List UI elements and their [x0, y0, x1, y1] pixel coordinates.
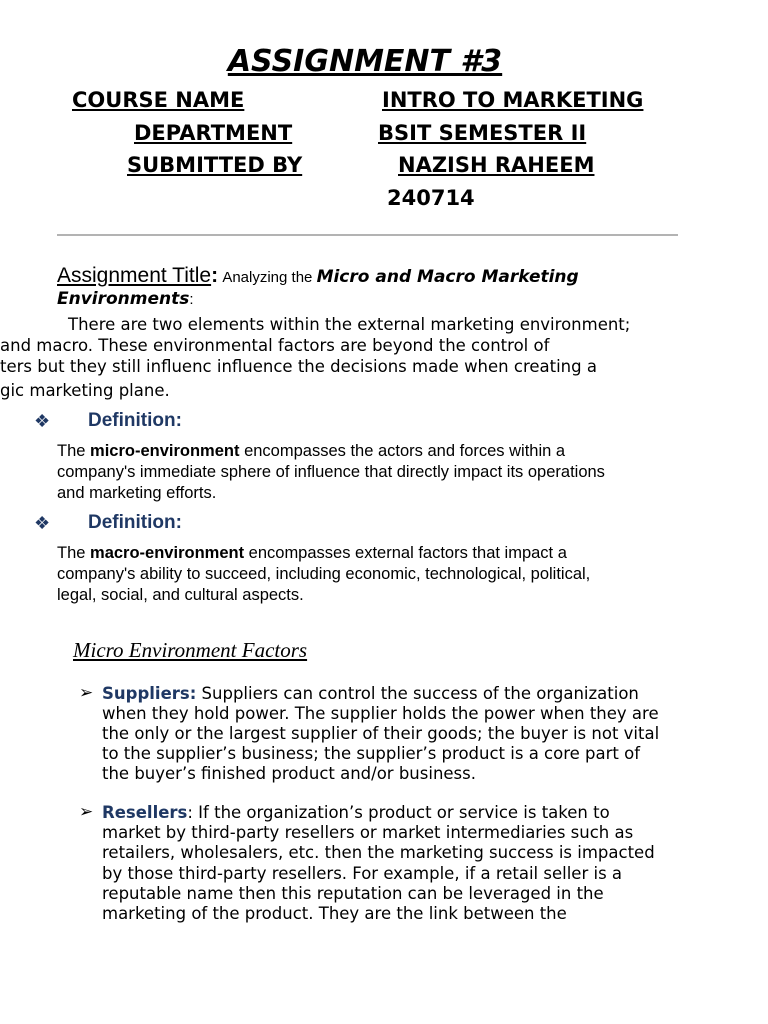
definition-text-line: and marketing efforts.: [57, 484, 217, 502]
course-name-value: INTRO TO MARKETING: [382, 88, 644, 112]
department-value: BSIT SEMESTER II: [378, 121, 587, 145]
factor-line: the buyer’s finished product and/or business.: [102, 764, 476, 783]
intro-line: and macro. These environmental factors are beyond the control of: [0, 336, 550, 355]
assignment-title-emphasis: Micro and Macro Marketing: [316, 267, 579, 287]
arrow-bullet-icon: ➢: [79, 683, 94, 702]
factor-line: market by third-party resellers or market intermediaries such as: [102, 823, 634, 842]
assignment-title-suffix: :: [189, 291, 194, 308]
assignment-title-continuation: [57, 289, 194, 309]
factor-line: to the supplier’s business; the supplier’s product is a core part of: [102, 744, 641, 763]
definition-heading: Definition:: [88, 512, 182, 533]
assignment-title-emphasis-2: Environments: [57, 289, 190, 309]
factor-term: Resellers: [102, 803, 188, 822]
definition-text-line: company's ability to succeed, including economic, technological, political,: [57, 565, 591, 583]
definition-text-line: The micro-environment encompasses the actors and forces within a: [57, 442, 566, 460]
assignment-title-line: [57, 264, 579, 288]
definition-text-line: legal, social, and cultural aspects.: [57, 586, 304, 604]
diamond-bullet-icon: ❖: [34, 513, 51, 533]
submitted-by-value: NAZISH RAHEEM: [398, 153, 595, 177]
assignment-heading: ASSIGNMENT #3: [227, 44, 503, 79]
factor-line: the only or the largest supplier of their goods; the buyer is not vital: [102, 724, 660, 743]
submitted-by-label: SUBMITTED BY: [127, 153, 303, 177]
student-id: 240714: [387, 186, 475, 210]
factor-line: Suppliers: Suppliers can control the success of the organization: [102, 684, 639, 703]
department-label: DEPARTMENT: [134, 121, 293, 145]
definition-term: macro-environment: [90, 544, 245, 562]
factor-line: when they hold power. The supplier holds the power when they are: [102, 704, 659, 723]
factor-line: retailers, wholesalers, etc. then the marketing success is impacted: [102, 843, 655, 862]
factor-line: by those third-party resellers. For example, if a retail seller is a: [102, 864, 623, 883]
course-name-label: COURSE NAME: [72, 88, 245, 112]
arrow-bullet-icon: ➢: [79, 802, 94, 821]
assignment-title-prefix: Analyzing the: [222, 269, 317, 286]
factor-term: Suppliers:: [102, 684, 197, 703]
horizontal-divider: [57, 234, 678, 236]
diamond-bullet-icon: ❖: [34, 411, 51, 431]
definition-heading: Definition:: [88, 410, 182, 431]
section-heading: Micro Environment Factors: [73, 638, 308, 662]
definition-term: micro-environment: [90, 442, 240, 460]
intro-line: There are two elements within the external marketing environment;: [68, 315, 631, 334]
intro-line: ters but they still influenc influence the decisions made when creating a: [0, 357, 597, 376]
definition-text-line: The macro-environment encompasses external factors that impact a: [57, 544, 567, 562]
factor-line: marketing of the product. They are the link between the: [102, 904, 567, 923]
assignment-title-label: Assignment Title:: [57, 264, 219, 287]
intro-line: gic marketing plane.: [0, 381, 170, 400]
definition-text-line: company's immediate sphere of influence that directly impact its operations: [57, 463, 605, 481]
factor-line: Resellers: If the organization’s product or service is taken to: [102, 803, 610, 822]
factor-line: reputable name then this reputation can be leveraged in the: [102, 884, 604, 903]
